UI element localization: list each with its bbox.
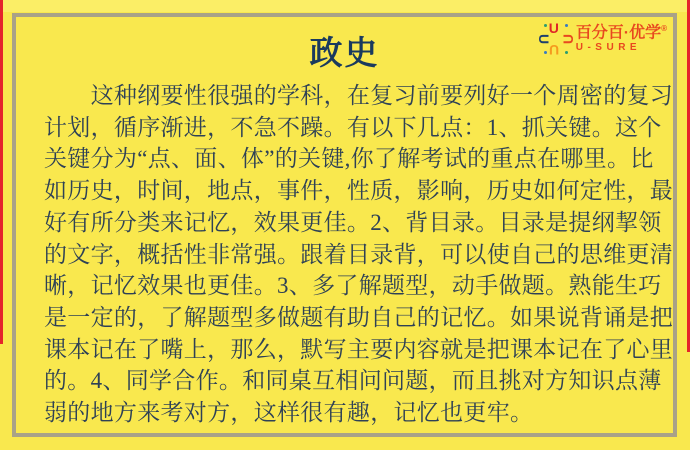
body-text-line: 是一定的，了解题型多做题有助自己的记忆。如果说背诵是把 xyxy=(44,304,674,330)
registered-mark: ® xyxy=(661,23,667,33)
logo-sub-name: U-SURE xyxy=(575,41,642,53)
body-text-line: 这种纲要性很强的学科，在复习前要列好一个周密的复习 xyxy=(44,83,674,108)
body-text-line: 课本记在了嘴上，那么，默写主要内容就是把课本记在了心里 xyxy=(44,336,674,362)
body-text-line: 的。4、同学合作。和同桌互相问问题，而且挑对方知识点薄 xyxy=(44,368,662,394)
body-text-line: 如历史，时间，地点，事件，性质，影响，历史如何定性，最 xyxy=(44,178,674,204)
logo-u-right-icon: U xyxy=(559,33,576,45)
logo-dot-icon xyxy=(544,51,547,54)
logo-dot-icon xyxy=(544,24,547,27)
logo-u-bottom-icon: U xyxy=(548,42,559,58)
logo-dot-icon xyxy=(565,51,568,54)
logo-text-block xyxy=(576,25,667,54)
logo-dot-icon xyxy=(565,24,568,27)
brand-logo xyxy=(535,20,667,58)
logo-u-top-icon: U xyxy=(548,20,559,36)
body-text-line: 的文字，概括性非常强。跟着目录背，可以使自己的思维更清 xyxy=(44,241,674,267)
left-edge-accent xyxy=(0,0,3,344)
body-text-line: 计划，循序渐进，不急不躁。有以下几点：1、抓关键。这个 xyxy=(44,114,662,140)
body-text-line: 关键分为“点、面、体”的关键,你了解考试的重点在哪里。比 xyxy=(44,146,654,172)
logo-brand-text: 百分百·优学 xyxy=(575,24,662,42)
body-text-line: 弱的地方来考对方，这样很有趣，记忆也更牢。 xyxy=(44,400,534,426)
body-text-line: 晰，记忆效果也更佳。3、多了解题型，动手做题。熟能生巧 xyxy=(44,273,662,299)
usure-flower-icon xyxy=(535,20,576,58)
page-title: 政史 xyxy=(309,36,380,72)
body-text-line: 好有所分类来记忆，效果更佳。2、背目录。目录是提纲挈领 xyxy=(44,209,662,235)
logo-u-left-icon: U xyxy=(535,33,552,45)
content-frame xyxy=(12,13,677,437)
study-tips-paragraph xyxy=(44,80,680,429)
logo-brand-name xyxy=(576,25,667,42)
